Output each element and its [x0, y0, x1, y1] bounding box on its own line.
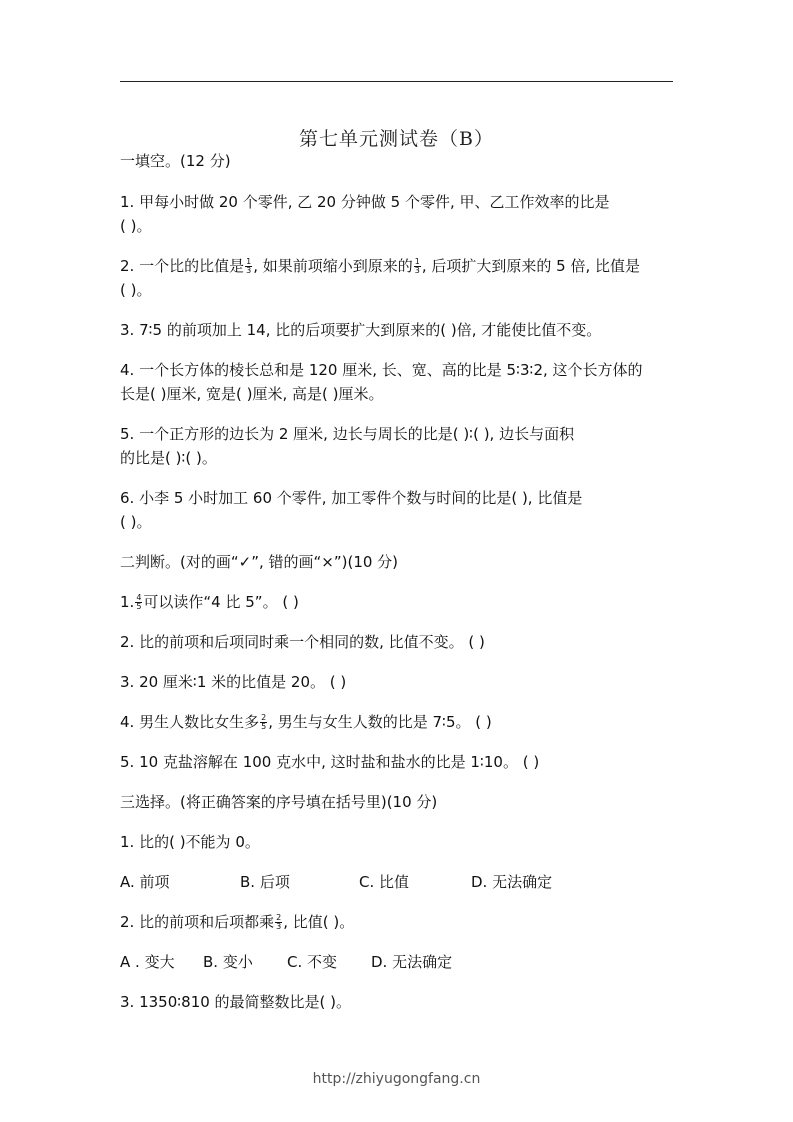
choice-q2-option-a: A . 变大	[120, 953, 175, 971]
fill-q6-line1: 6. 小李 5 小时加工 60 个零件, 加工零件个数与时间的比是( ), 比值是	[120, 489, 583, 507]
fill-q4-line1: 4. 一个长方体的棱长总和是 120 厘米, 长、宽、高的比是 5∶3∶2, 这个长方体的	[120, 361, 643, 379]
section-fill-heading: 一填空。(12 分)	[120, 152, 231, 170]
footer-url: http://zhiyugongfang.cn	[312, 1071, 481, 1087]
choice-q2-option-b: B. 变小	[203, 953, 253, 971]
fill-q1-line1: 1. 甲每小时做 20 个零件, 乙 20 分钟做 5 个零件, 甲、乙工作效率的比是	[120, 193, 610, 211]
fill-q5-line2: 的比是( )∶( )。	[120, 449, 217, 467]
fraction-one-third: $\frac{1}{3}$	[246, 257, 252, 275]
section-judge-heading: 二判断。(对的画“✓”, 错的画“×”)(10 分)	[120, 553, 399, 571]
judge-q2: 2. 比的前项和后项同时乘一个相同的数, 比值不变。 ( )	[120, 633, 485, 651]
page-title: 第七单元测试卷（B）	[299, 128, 494, 150]
fill-q2-post: , 后项扩大到原来的 5 倍, 比值是	[421, 257, 640, 275]
choice-q2-option-d: D. 无法确定	[371, 953, 453, 971]
fill-q4-line2: 长是( )厘米, 宽是( )厘米, 高是( )厘米。	[120, 385, 384, 403]
judge-q4-pre: 4. 男生人数比女生多	[120, 713, 260, 731]
judge-q1-pre: 1.	[120, 593, 135, 611]
fill-q2-mid: , 如果前项缩小到原来的	[253, 257, 413, 275]
fill-q5-line1: 5. 一个正方形的边长为 2 厘米, 边长与周长的比是( )∶( ), 边长与面积	[120, 425, 575, 443]
fraction-one-third-2: $\frac{1}{3}$	[414, 257, 420, 275]
choice-q1-option-a: A. 前项	[120, 873, 170, 891]
choice-q3: 3. 1350∶810 的最简整数比是( )。	[120, 993, 352, 1011]
choice-q2-option-c: C. 不变	[287, 953, 338, 971]
fill-q6-line2: ( )。	[120, 513, 152, 531]
fill-q2-pre: 2. 一个比的比值是	[120, 257, 245, 275]
judge-q3: 3. 20 厘米∶1 米的比值是 20。 ( )	[120, 673, 347, 691]
fill-q3: 3. 7∶5 的前项加上 14, 比的后项要扩大到原来的( )倍, 才能使比值不变。	[120, 321, 602, 339]
fraction-four-fifths: $\frac{4}{5}$	[136, 593, 142, 611]
judge-q4	[120, 712, 492, 732]
choice-q2-post: , 比值( )。	[283, 913, 355, 931]
fraction-two-fifths: $\frac{2}{5}$	[261, 713, 267, 731]
fill-q2-line1	[120, 256, 640, 276]
fill-q2-line2: ( )。	[120, 281, 152, 299]
choice-q1-stem: 1. 比的( )不能为 0。	[120, 833, 260, 851]
header-rule	[120, 81, 673, 82]
judge-q5: 5. 10 克盐溶解在 100 克水中, 这时盐和盐水的比是 1∶10。 ( )	[120, 753, 540, 771]
choice-q2-pre: 2. 比的前项和后项都乘	[120, 913, 275, 931]
judge-q4-post: , 男生与女生人数的比是 7∶5。 ( )	[268, 713, 492, 731]
judge-q1-post: 可以读作“4 比 5”。 ( )	[143, 593, 299, 611]
judge-q1	[120, 592, 299, 612]
choice-q1-option-c: C. 比值	[359, 873, 410, 891]
choice-q2-stem	[120, 912, 354, 932]
choice-q1-option-b: B. 后项	[240, 873, 290, 891]
section-choice-heading: 三选择。(将正确答案的序号填在括号里)(10 分)	[120, 793, 438, 811]
fraction-two-thirds: $\frac{2}{3}$	[276, 913, 282, 931]
choice-q1-option-d: D. 无法确定	[471, 873, 553, 891]
fill-q1-line2: ( )。	[120, 217, 152, 235]
